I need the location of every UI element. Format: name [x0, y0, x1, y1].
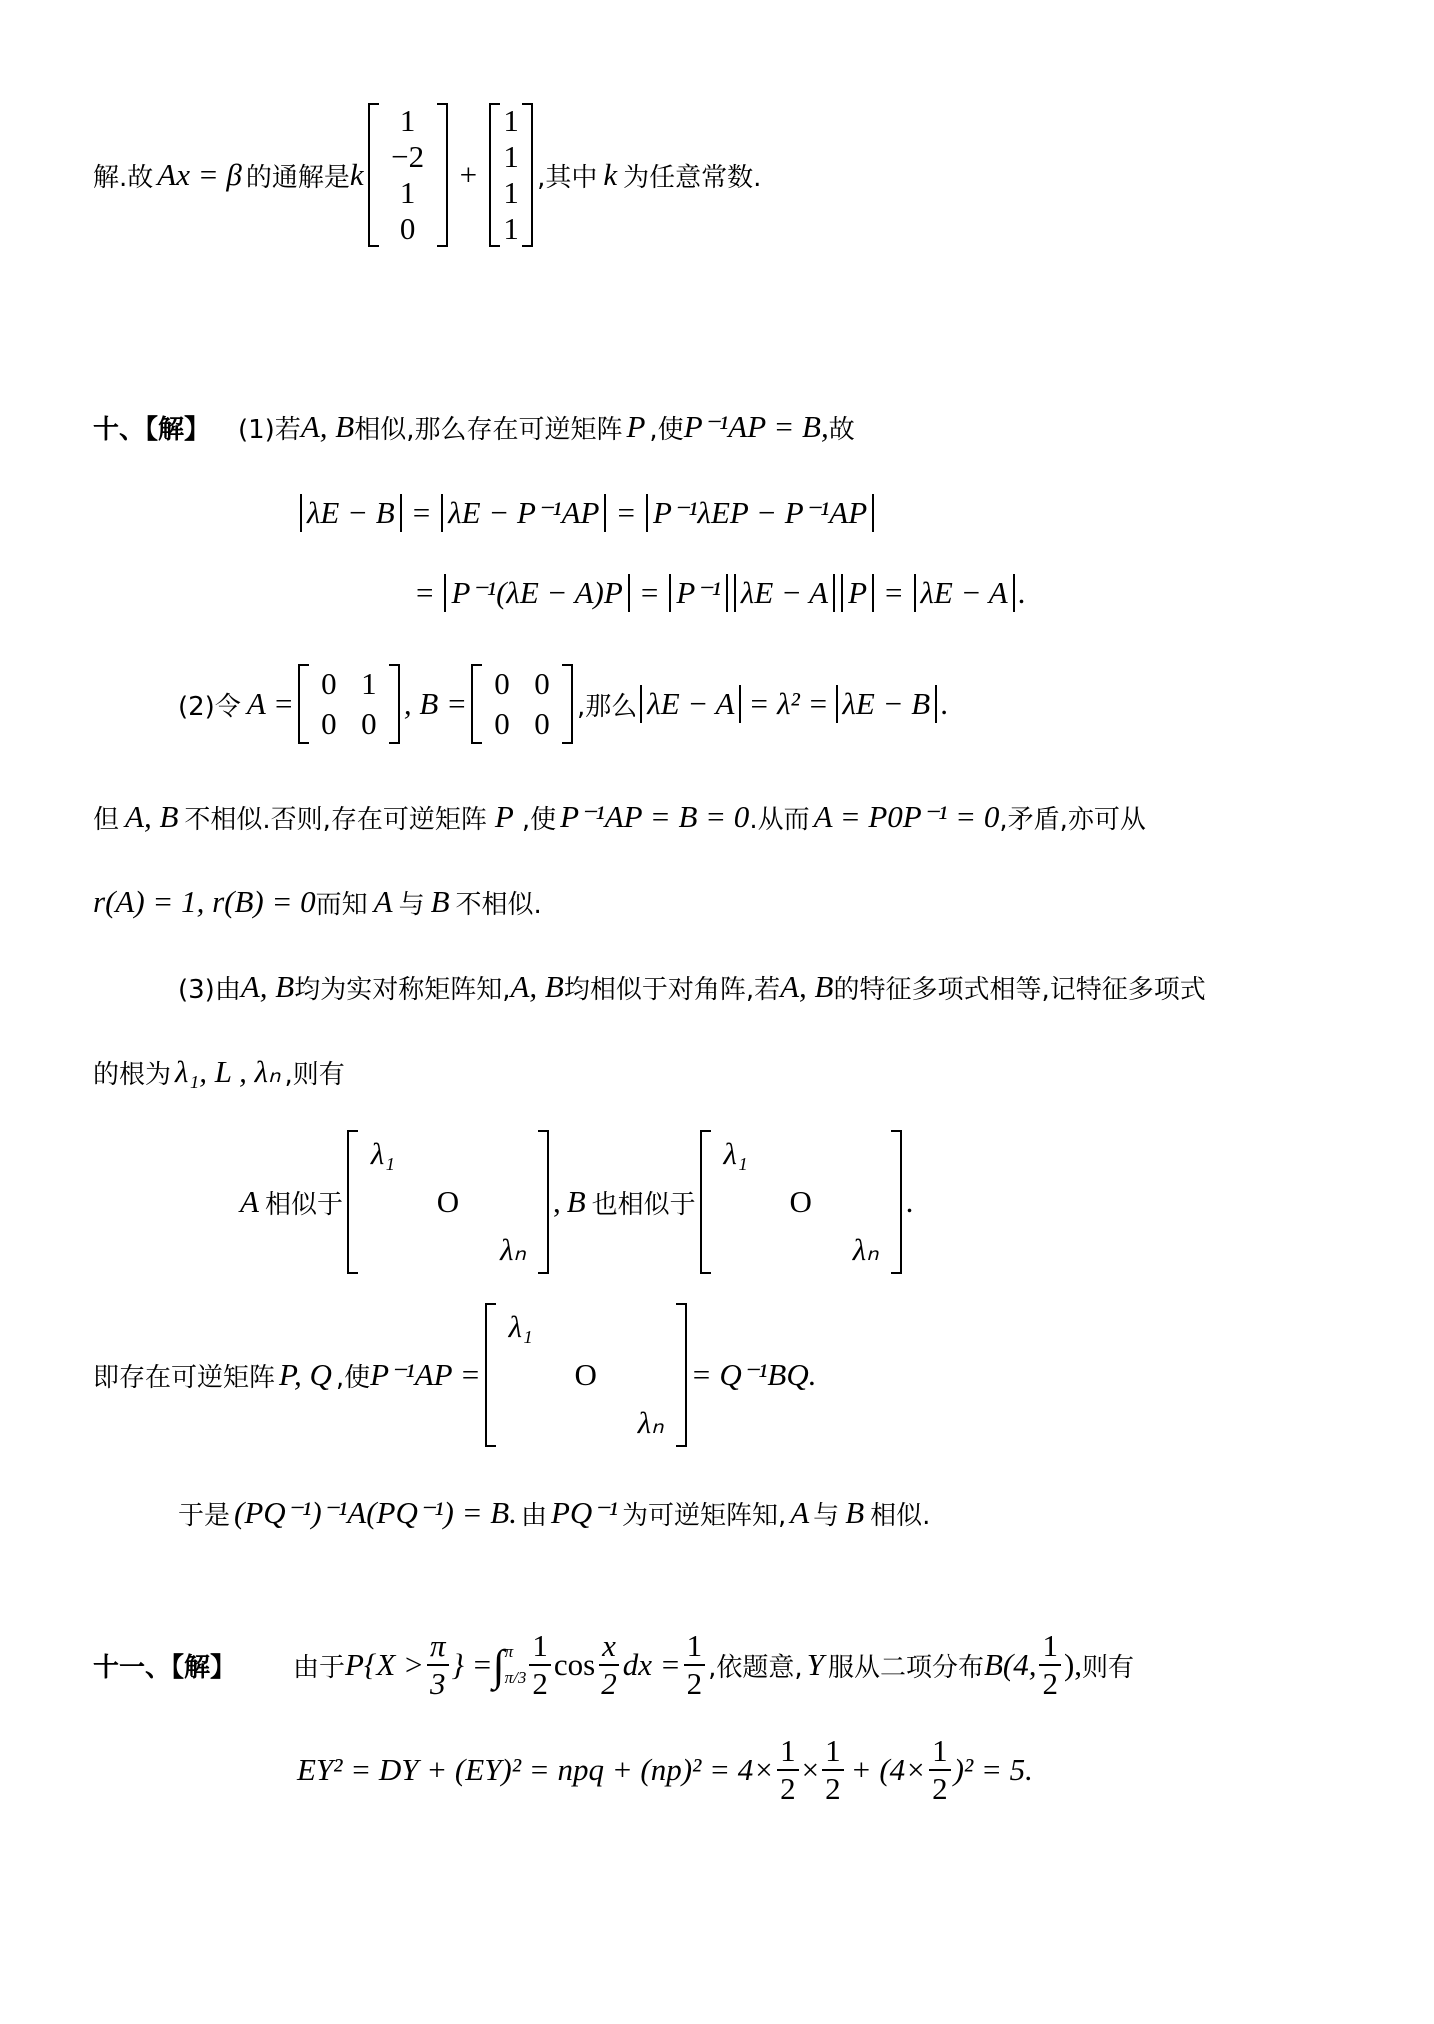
math: B(4, [983, 1647, 1037, 1682]
determinant: λE − A [914, 574, 1015, 612]
period: . [905, 1184, 914, 1219]
math: Y [806, 1647, 824, 1682]
vec2-entry: 1 [503, 175, 519, 210]
math: dx = [622, 1647, 681, 1682]
text: 也相似于 [591, 1189, 696, 1220]
vec2-entry: 1 [503, 103, 519, 138]
fraction [427, 1628, 449, 1702]
text: 但 [93, 804, 120, 835]
text: 则有 [1082, 1652, 1135, 1683]
math: P⁻¹AP = B, [683, 409, 829, 444]
determinant: P⁻¹(λE − A)P [444, 574, 629, 612]
text: ,使 [521, 804, 557, 835]
diagonal-matrix [347, 1130, 549, 1274]
determinant: λE − B [836, 685, 938, 723]
math: EY² = DY + (EY)² = npq + (np)² = 4× [297, 1752, 775, 1787]
diag-dots: O [574, 1357, 597, 1392]
integral-limits [505, 1639, 527, 1691]
numerator: 1 [777, 1733, 799, 1771]
fraction [598, 1628, 620, 1702]
text: 为任意常数. [623, 162, 762, 193]
diag-dots: O [436, 1184, 460, 1219]
text: 的通解是 [245, 162, 350, 193]
math: = Q⁻¹BQ. [690, 1357, 817, 1392]
math: A [373, 884, 393, 919]
text: ,则有 [284, 1059, 345, 1090]
math: P, Q [279, 1357, 332, 1392]
math: )² = 5. [953, 1752, 1033, 1787]
text: 由于 [293, 1652, 346, 1683]
numerator: π [427, 1628, 449, 1666]
diag-dots: O [789, 1184, 812, 1219]
matrix-entry: 0 [494, 666, 510, 701]
column-vector-2 [489, 103, 533, 247]
text: 即存在可逆矩阵 [93, 1362, 276, 1393]
determinant-line-1 [297, 490, 877, 536]
matrix-entry: 0 [321, 706, 337, 741]
text: 由 [520, 1500, 547, 1531]
equals: = [412, 495, 431, 530]
exist-line [93, 1300, 816, 1450]
text: 的根为 [93, 1059, 172, 1090]
math: A, B [125, 799, 179, 834]
text: (3)由 [178, 974, 241, 1005]
section-10-intro [93, 405, 855, 449]
comma: , [552, 1184, 561, 1219]
text: ,依题意, [708, 1652, 803, 1683]
vec1-entry: 0 [399, 211, 416, 246]
period: . [1017, 575, 1026, 610]
section-heading: 十一、【解】 [93, 1652, 237, 1683]
section-11-line-2 [297, 1720, 1033, 1820]
math: , B = [403, 686, 467, 721]
matrix-A [298, 664, 400, 744]
numerator: 1 [529, 1628, 551, 1666]
scalar-k: k [349, 157, 364, 192]
text: (1)若 [238, 414, 301, 445]
equals: = [640, 575, 659, 610]
period: . [940, 686, 948, 721]
integral-sign: ∫ [492, 1640, 505, 1690]
general-solution-line [93, 100, 761, 250]
section-11-line-1 [93, 1610, 1134, 1720]
fraction [684, 1628, 706, 1702]
function: cos [553, 1647, 596, 1682]
denominator: 2 [601, 1666, 617, 1701]
text: ,那么 [577, 691, 638, 722]
determinant: P⁻¹λEP − P⁻¹AP [646, 494, 874, 532]
diag-entry: λₙ [500, 1232, 526, 1267]
math: A, B [240, 969, 295, 1004]
numerator: 1 [929, 1733, 951, 1771]
math: A [790, 1495, 810, 1530]
math: P⁻¹AP = B = 0 [560, 799, 750, 834]
text: 于是 [178, 1500, 231, 1531]
math: } = [451, 1647, 493, 1682]
math: (PQ⁻¹)⁻¹A(PQ⁻¹) = B. [234, 1495, 517, 1530]
math: A = [246, 686, 294, 721]
fraction [777, 1733, 799, 1807]
part-2-line [178, 656, 948, 752]
text: ,使 [649, 414, 684, 445]
diag-entry: λ₁ [370, 1136, 396, 1171]
determinant: λE − P⁻¹AP [441, 494, 606, 532]
text: 与 [813, 1500, 840, 1531]
matrix-entry: 0 [494, 706, 510, 741]
text: 均为实对称矩阵知, [294, 974, 511, 1005]
text: 而知 [315, 889, 368, 920]
vec1-entry: −2 [391, 139, 425, 174]
upper-limit: π [504, 1642, 514, 1661]
text: 解.故 [93, 162, 154, 193]
fraction [1039, 1628, 1061, 1702]
diag-entry: λₙ [852, 1232, 879, 1267]
plus: + [459, 157, 478, 192]
denominator: 2 [532, 1666, 548, 1701]
math: A, B [780, 969, 834, 1004]
fraction [822, 1733, 844, 1807]
scalar-k: k [603, 157, 618, 192]
text: 故 [828, 414, 855, 445]
vec1-entry: 1 [399, 175, 416, 210]
diag-entry: λ₁ [508, 1309, 533, 1344]
denominator: 3 [429, 1666, 446, 1701]
determinant-line-2 [408, 570, 1025, 616]
text: 服从二项分布 [827, 1652, 984, 1683]
numerator: 1 [822, 1733, 844, 1771]
math: A = P0P⁻¹ = 0 [813, 799, 1000, 834]
math: B [845, 1495, 865, 1530]
text: ,矛盾,亦可从 [999, 804, 1146, 835]
math: B [566, 1184, 586, 1219]
numerator: 1 [684, 1628, 706, 1666]
text: .从而 [749, 804, 810, 835]
column-vector-1 [368, 103, 448, 247]
diag-entry: λ₁ [723, 1136, 748, 1171]
text: 不相似.否则,存在可逆矩阵 [184, 804, 487, 835]
determinant: λE − A [640, 685, 741, 723]
text: 的特征多项式相等,记特征多项式 [833, 974, 1206, 1005]
denominator: 2 [686, 1666, 703, 1701]
part-3-line-2 [93, 1050, 345, 1094]
math: PQ⁻¹ [550, 1495, 618, 1530]
math: P{X > [345, 1647, 424, 1682]
math: ), [1063, 1647, 1083, 1682]
text: (2)令 [178, 691, 241, 722]
similar-diagonal-line [240, 1127, 913, 1277]
matrix-entry: 0 [361, 706, 377, 741]
math: A [240, 1184, 259, 1219]
vec2-entry: 1 [503, 211, 519, 246]
math: λ₁, L , λₙ [175, 1054, 281, 1089]
vec2-entry: 1 [503, 139, 519, 174]
matrix-entry: 0 [321, 666, 337, 701]
equals: = [416, 575, 434, 610]
math: = λ² = [748, 686, 829, 721]
equation: Ax = β [157, 157, 242, 192]
matrix-entry: 0 [534, 706, 550, 741]
text: ,其中 [537, 162, 598, 193]
diagonal-matrix [485, 1303, 687, 1447]
text: 均相似于对角阵,若 [563, 974, 781, 1005]
matrix-entry: 1 [361, 666, 377, 701]
text: ,使 [335, 1362, 371, 1393]
determinant: λE − B [300, 494, 402, 532]
part-3-line-1 [178, 965, 1206, 1009]
text: 不相似. [455, 889, 542, 920]
fraction [529, 1628, 551, 1702]
denominator: 2 [1042, 1666, 1058, 1701]
determinant: P⁻¹ [669, 574, 728, 612]
math: r(A) = 1, r(B) = 0 [93, 884, 316, 919]
math: A, B [300, 409, 355, 444]
math: P⁻¹AP = [370, 1357, 481, 1392]
equals: = [617, 495, 635, 530]
vec1-entry: 1 [399, 103, 416, 138]
text: 与 [398, 889, 425, 920]
numerator: x [599, 1628, 619, 1666]
part-2-explanation-2 [93, 880, 542, 924]
matrix-entry: 0 [534, 666, 550, 701]
denominator: 2 [932, 1771, 948, 1806]
denominator: 2 [825, 1771, 841, 1806]
fraction [929, 1733, 951, 1807]
text: 相似. [870, 1500, 931, 1531]
part-2-explanation-1 [93, 795, 1146, 839]
matrix-B [471, 664, 573, 744]
text: 相似,那么存在可逆矩阵 [354, 414, 623, 445]
denominator: 2 [780, 1771, 796, 1806]
math: P [494, 799, 514, 834]
math: + (4× [850, 1752, 927, 1787]
lower-limit: π/3 [504, 1668, 527, 1687]
math: A, B [510, 969, 564, 1004]
math: P [626, 409, 646, 444]
text: 为可逆矩阵知, [621, 1500, 787, 1531]
equals: = [885, 575, 903, 610]
numerator: 1 [1039, 1628, 1061, 1666]
diag-entry: λₙ [637, 1405, 664, 1440]
math: B [430, 884, 450, 919]
determinant: P [841, 574, 874, 612]
determinant: λE − A [734, 574, 835, 612]
math: × [801, 1752, 820, 1787]
section-heading: 十、【解】 [93, 414, 211, 445]
final-line [178, 1490, 930, 1536]
diagonal-matrix [700, 1130, 902, 1274]
text: 相似于 [264, 1189, 343, 1220]
